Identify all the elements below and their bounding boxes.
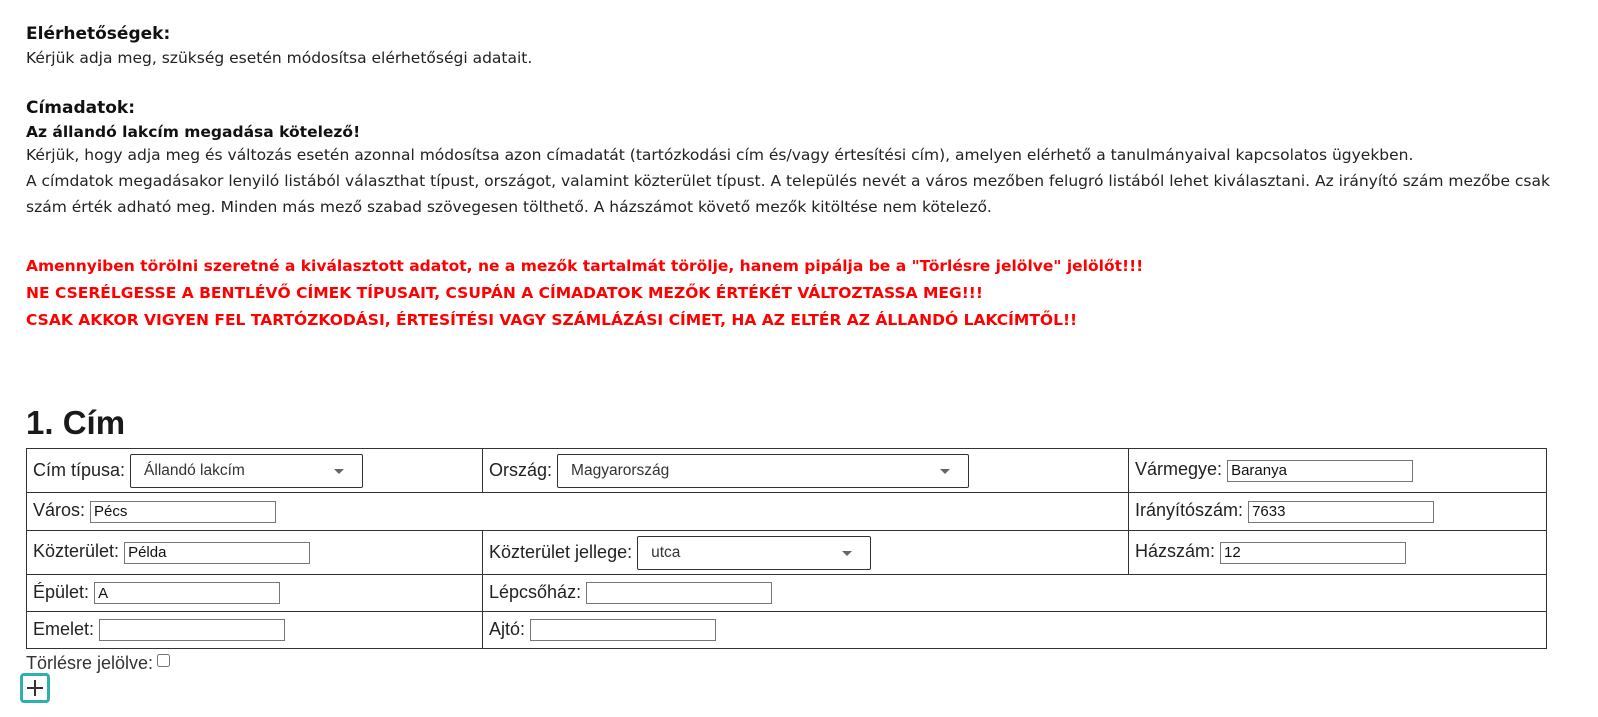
county-input[interactable]: [1227, 460, 1413, 482]
house-number-label: Házszám:: [1135, 541, 1216, 562]
zip-input[interactable]: [1248, 501, 1434, 523]
street-type-select[interactable]: [637, 536, 871, 570]
address-type-select[interactable]: [130, 454, 363, 488]
chevron-down-icon: [334, 469, 344, 474]
building-input[interactable]: [94, 582, 280, 604]
country-select[interactable]: [557, 454, 969, 488]
cell-county: [1129, 449, 1547, 493]
warning-line: Amennyiben törölni szeretné a kiválasztott adatot, ne a mezők tartalmát törölje, hanem pipálja be a "Törlésre jelölve" jelölőt!!!: [26, 257, 1144, 275]
floor-input[interactable]: [99, 619, 285, 641]
cell-building: [27, 575, 483, 612]
door-input[interactable]: [530, 619, 716, 641]
add-address-button[interactable]: [20, 673, 50, 703]
door-label: Ajtó:: [489, 618, 526, 639]
address-info-para2: A címdatok megadásakor lenyiló listából választhat típust, országot, valamint közterület típust. A település nevét a város mezőben felugró listából lehet kiválasztani. Az irányító szám mezőbe csak szám érték adható meg. Minden más mező szabad szövegesen tölthető. A házszámot követő mezők kitöltése nem kötelező.: [26, 172, 1550, 216]
cell-street-type: [483, 531, 1129, 575]
street-type-label: Közterület jellege:: [489, 541, 633, 562]
cell-door: [483, 612, 1547, 649]
delete-mark-row: [26, 653, 170, 674]
address-info-heading: Címadatok:: [26, 98, 136, 118]
cell-address-type: [27, 449, 483, 493]
address-table: [26, 448, 1547, 649]
street-type-value: utca: [651, 543, 681, 561]
country-label: Ország:: [489, 459, 553, 480]
cell-floor: [27, 612, 483, 649]
chevron-down-icon: [940, 469, 950, 474]
address-info-para1: Kérjük, hogy adja meg és változás esetén azonnal módosítsa azon címadatát (tartózkodási cím és/vagy értesítési cím), amelyen elérhető a tanulmányaival kapcsolatos ügyekben.: [26, 146, 1414, 164]
address-type-label: Cím típusa:: [33, 459, 126, 480]
cell-zip: [1129, 493, 1547, 531]
staircase-label: Lépcsőház:: [489, 581, 582, 602]
warning-line: CSAK AKKOR VIGYEN FEL TARTÓZKODÁSI, ÉRTESÍTÉSI VAGY SZÁMLÁZÁSI CÍMET, HA AZ ELTÉR AZ ÁLLANDÓ LAKCÍMTŐL!!: [26, 311, 1078, 329]
cell-city: [27, 493, 1129, 531]
city-input[interactable]: [90, 501, 276, 523]
delete-mark-label: Törlésre jelölve:: [26, 653, 154, 673]
required-note: Az állandó lakcím megadása kötelező!: [26, 123, 361, 141]
city-label: Város:: [33, 500, 86, 521]
contact-heading: Elérhetőségek:: [26, 24, 171, 44]
cell-street: [27, 531, 483, 575]
warnings: [26, 253, 1566, 334]
delete-mark-checkbox[interactable]: [157, 654, 170, 667]
address-type-value: Állandó lakcím: [144, 461, 245, 479]
cell-house-number: [1129, 531, 1547, 575]
cell-country: [483, 449, 1129, 493]
contact-text: Kérjük adja meg, szükség esetén módosítsa elérhetőségi adatait.: [26, 49, 533, 67]
contact-section: [26, 24, 1566, 71]
house-number-input[interactable]: [1220, 542, 1406, 564]
street-input[interactable]: [124, 542, 310, 564]
floor-label: Emelet:: [33, 618, 95, 639]
address-info-section: [26, 98, 1566, 220]
building-label: Épület:: [33, 581, 90, 602]
staircase-input[interactable]: [586, 582, 772, 604]
street-label: Közterület:: [33, 541, 120, 562]
warning-line: NE CSERÉLGESSE A BENTLÉVŐ CÍMEK TÍPUSAIT, CSUPÁN A CÍMADATOK MEZŐK ÉRTÉKÉT VÁLTOZTASSA MEG!!!: [26, 284, 983, 302]
cell-staircase: [483, 575, 1547, 612]
zip-label: Irányítószám:: [1135, 500, 1244, 521]
country-value: Magyarország: [571, 461, 670, 479]
address-block-title: 1. Cím: [26, 404, 126, 441]
chevron-down-icon: [842, 551, 852, 556]
county-label: Vármegye:: [1135, 459, 1223, 480]
